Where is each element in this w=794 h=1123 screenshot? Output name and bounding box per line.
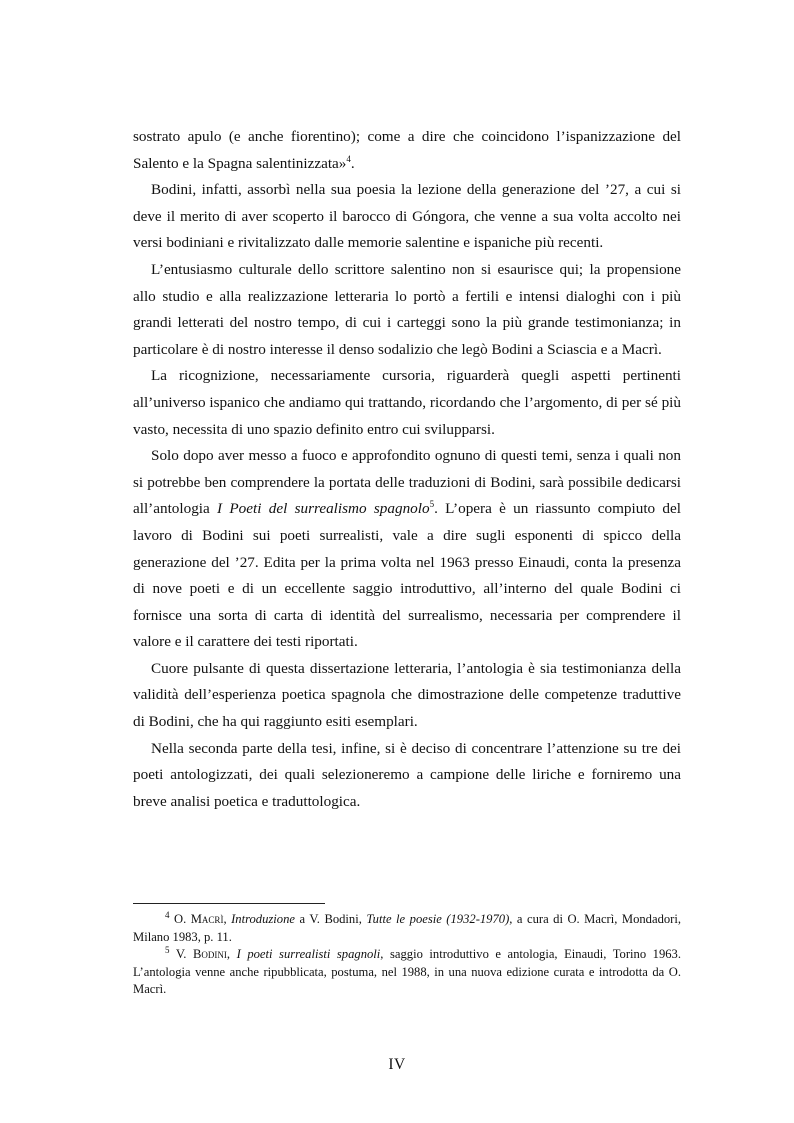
italic-text: I Poeti del surrealismo spagnolo bbox=[217, 500, 430, 518]
paragraph bbox=[133, 177, 681, 257]
italic-text: Introduzione bbox=[231, 912, 295, 926]
text-run: , saggio introduttivo e antologia, Einaudi, Torino 1963. L’antologia venne anche ripubblicata, postuma, nel 1988, in una nuova edizione curata e introdotta da O. Macrì. bbox=[133, 947, 682, 996]
text-run: O. bbox=[169, 912, 191, 926]
footnotes bbox=[133, 911, 681, 999]
text-run: , a cura di O. Macrì, Mondadori, Milano 1983, p. 11. bbox=[133, 912, 681, 944]
footnote bbox=[133, 946, 681, 999]
footnote bbox=[133, 911, 681, 946]
paragraph bbox=[133, 124, 681, 177]
page-body bbox=[133, 124, 681, 815]
text-run: Bodini, infatti, assorbì nella sua poesia la lezione della generazione del ’27, a cui si deve il merito di aver scoperto il barocco di Góngora, che venne a sua volta accolto nei versi bodiniani e rivitalizzato dalle memorie salentine e ispaniche più recenti. bbox=[133, 181, 681, 252]
text-run: . bbox=[350, 154, 355, 172]
footnote-ref: 5 bbox=[429, 499, 435, 510]
text-run: , bbox=[223, 912, 232, 926]
paragraph bbox=[133, 363, 681, 443]
small-caps-text: Bodini bbox=[192, 947, 227, 961]
text-run: Cuore pulsante di questa dissertazione letteraria, l’antologia è sia testimonianza della validità dell’esperienza poetica spagnola che dimostrazione delle competenze traduttive di Bodini, che ha qui raggiunto esiti esemplari. bbox=[133, 659, 681, 731]
text-run: a V. Bodini, bbox=[294, 912, 367, 926]
footnote-separator bbox=[133, 903, 325, 904]
paragraph bbox=[133, 656, 681, 736]
paragraph bbox=[133, 443, 681, 656]
footnote-ref: 4 bbox=[165, 909, 170, 920]
text-run: , bbox=[226, 947, 237, 961]
main-text bbox=[133, 124, 681, 815]
paragraph bbox=[133, 257, 681, 363]
page-number: IV bbox=[388, 1056, 406, 1073]
text-run: Nella seconda parte della tesi, infine, si è deciso di concentrare l’attenzione su tre dei poeti antologizzati, dei quali selezioneremo a campione delle liriche e forniremo una breve analisi poetica e traduttologica. bbox=[133, 739, 681, 810]
text-run: Solo dopo aver messo a fuoco e approfondito ognuno di questi temi, senza i quali non si potrebbe ben comprendere la portata delle traduzioni di Bodini, sarà possibile dedicarsi all’antologia bbox=[133, 447, 681, 518]
text-run: sostrato apulo (e anche fiorentino); come a dire che coincidono l’ispanizzazione del Salento e la Spagna salentinizzata» bbox=[133, 128, 681, 172]
text-run: V. bbox=[169, 947, 193, 961]
footnote-ref: 4 bbox=[346, 153, 351, 164]
paragraph bbox=[133, 736, 681, 816]
footnote-ref: 5 bbox=[165, 944, 170, 955]
italic-text: I poeti surrealisti spagnoli bbox=[236, 947, 381, 961]
text-run: . L’opera è un riassunto compiuto del lavoro di Bodini sui poeti surrealisti, vale a dire sugli esponenti di spicco della generazione del ’27. Edita per la prima volta nel 1963 presso Einaudi, conta la presenza di nove poeti e di un eccellente saggio introduttivo, all’interno del quale Bodini ci fornisce una sorta di carta di identità del surrealismo, necessaria per comprendere il valore e il carattere dei testi riportati. bbox=[133, 500, 681, 651]
italic-text: Tutte le poesie (1932-1970) bbox=[366, 912, 510, 926]
text-run: La ricognizione, necessariamente cursoria, riguarderà quegli aspetti pertinenti all’universo ispanico che andiamo qui trattando, ricordando che l’argomento, di per sé più vasto, necessita di uno spazio definito entro cui svilupparsi. bbox=[133, 367, 681, 438]
text-run: L’entusiasmo culturale dello scrittore salentino non si esaurisce qui; la propensione allo studio e alla realizzazione letteraria lo portò a fertili e intensi dialoghi con i più grandi letterati del nostro tempo, di cui i carteggi sono la più grande testimonianza; in particolare è di nostro interesse il denso sodalizio che legò Bodini a Sciascia e a Macrì. bbox=[133, 260, 681, 358]
small-caps-text: Macrì bbox=[190, 912, 224, 926]
